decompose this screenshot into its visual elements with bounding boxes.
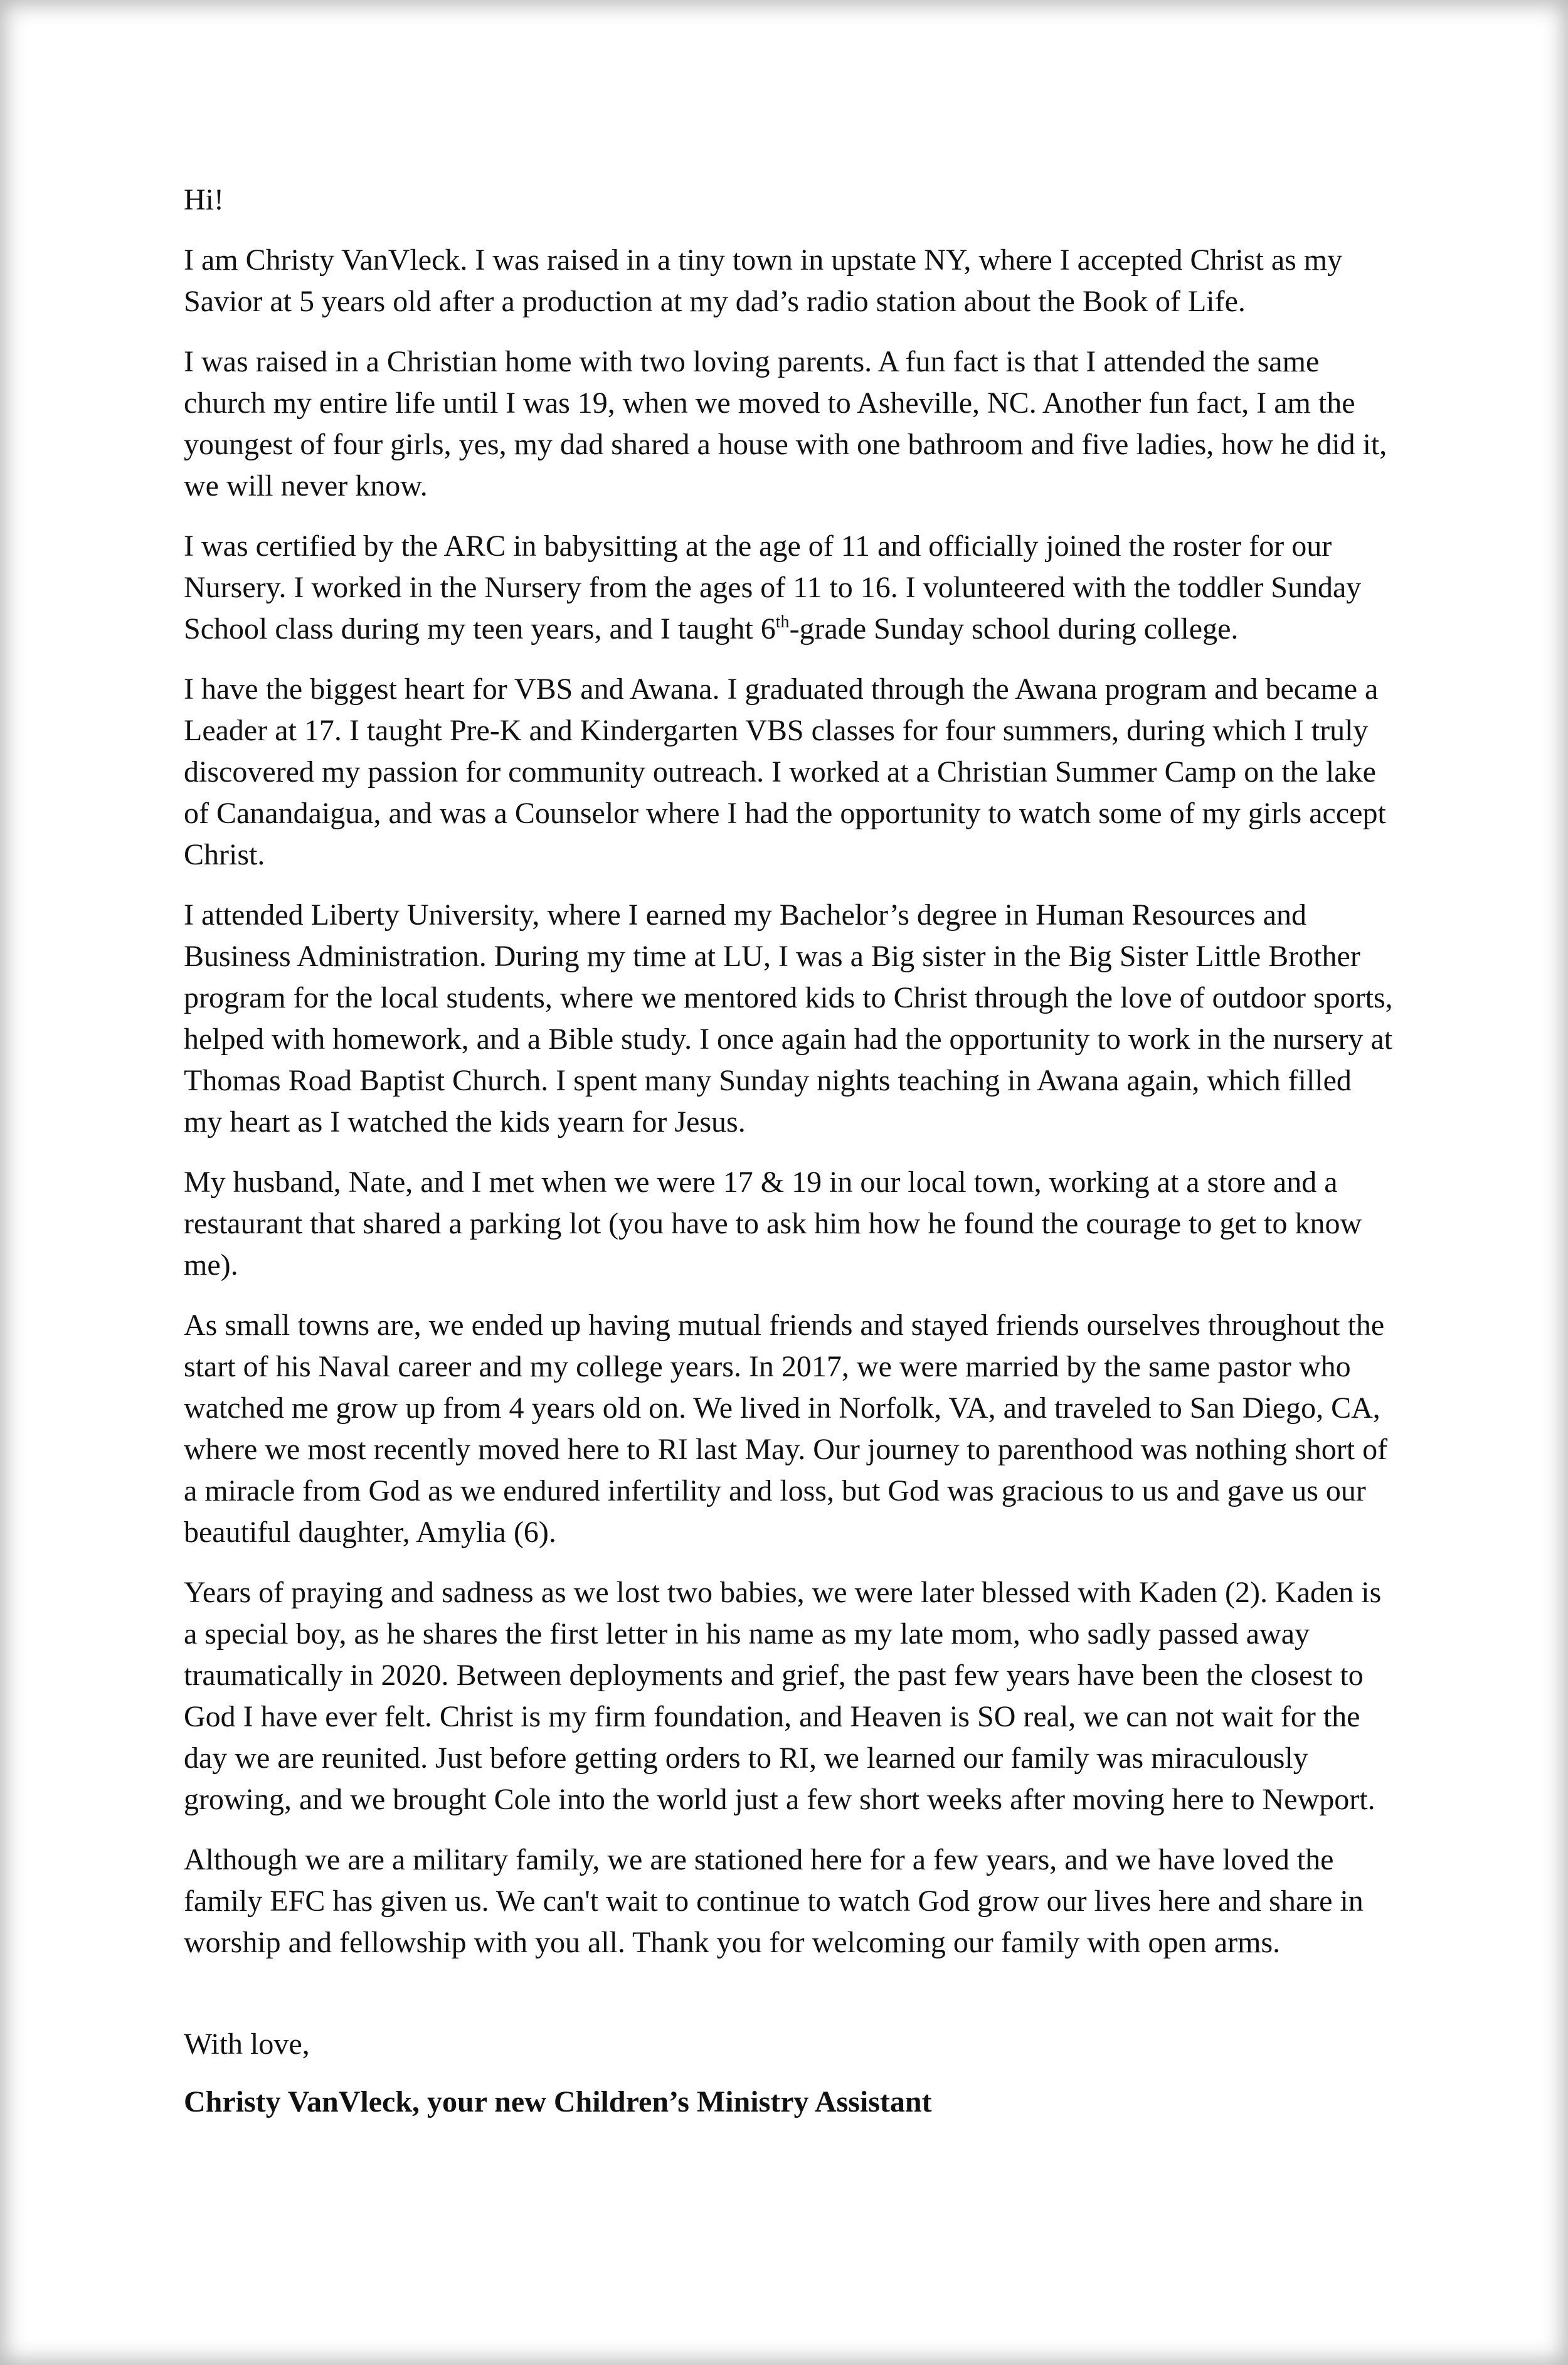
- paragraph-family: As small towns are, we ended up having mutual friends and stayed friends ourselves throughout the start of his Naval career and my college years. In 2017, we were married by the same pastor who watched me grow up from 4 years old on. We lived in Norfolk, VA, and traveled to San Diego, CA, where we most recently moved here to RI last May. Our journey to parenthood was nothing short of a miracle from God as we endured infertility and loss, but God was gracious to us and gave us our beautiful daughter, Amylia (6).: [184, 1309, 1388, 1549]
- signature: Christy VanVleck, your new Children’s Ministry Assistant: [184, 2085, 932, 2118]
- closing: With love,: [184, 2028, 310, 2061]
- paragraph-nursery-text-end: -grade Sunday school during college.: [789, 612, 1239, 646]
- paragraph-intro: I am Christy VanVleck. I was raised in a tiny town in upstate NY, where I accepted Christ as my Savior at 5 years old after a production at my dad’s radio station about the Book of Life.: [184, 243, 1343, 318]
- paragraph-vbs-awana: I have the biggest heart for VBS and Awana. I graduated through the Awana program and became a Leader at 17. I taught Pre-K and Kindergarten VBS classes for four summers, during which I truly discovered my passion for community outreach. I worked at a Christian Summer Camp on the lake of Canandaigua, and was a Counselor where I had the opportunity to watch some of my girls accept Christ.: [184, 672, 1386, 871]
- paragraph-efc: Although we are a military family, we are stationed here for a few years, and we have loved the family EFC has given us. We can't wait to continue to watch God grow our lives here and share in worship and fellowship with you all. Thank you for welcoming our family with open arms.: [184, 1843, 1364, 1959]
- paragraph-husband: My husband, Nate, and I met when we were 17 & 19 in our local town, working at a store and a restaurant that shared a parking lot (you have to ask him how he found the courage to get to know me).: [184, 1166, 1362, 1282]
- ordinal-suffix: th: [775, 612, 790, 632]
- paragraph-nursery-text: I was certified by the ARC in babysitting at the age of 11 and officially joined the roster for our Nursery. I worked in the Nursery from the ages of 11 to 16. I volunteered with the toddler Sunday School class during my teen years, and I taught 6: [184, 529, 1362, 646]
- paragraph-university: I attended Liberty University, where I earned my Bachelor’s degree in Human Resources and Business Administration. During my time at LU, I was a Big sister in the Big Sister Little Brother program for the local students, where we mentored kids to Christ through the love of outdoor sports, helped with homework, and a Bible study. I once again had the opportunity to work in the nursery at Thomas Road Baptist Church. I spent many Sunday nights teaching in Awana again, which filled my heart as I watched the kids yearn for Jesus.: [184, 898, 1393, 1139]
- greeting: Hi!: [184, 183, 224, 216]
- letter-body: [184, 179, 1397, 2123]
- paragraph-upbringing: I was raised in a Christian home with two loving parents. A fun fact is that I attended the same church my entire life until I was 19, when we moved to Asheville, NC. Another fun fact, I am the youngest of four girls, yes, my dad shared a house with one bathroom and five ladies, how he did it, we will never know.: [184, 345, 1387, 502]
- paragraph-children: Years of praying and sadness as we lost two babies, we were later blessed with Kaden (2). Kaden is a special boy, as he shares the first letter in his name as my late mom, who sadly passed away traumatically in 2020. Between deployments and grief, the past few years have been the closest to God I have ever felt. Christ is my firm foundation, and Heaven is SO real, we can not wait for the day we are reunited. Just before getting orders to RI, we learned our family was miraculously growing, and we brought Cole into the world just a few short weeks after moving here to Newport.: [184, 1576, 1382, 1816]
- paragraph-nursery: [184, 526, 1397, 650]
